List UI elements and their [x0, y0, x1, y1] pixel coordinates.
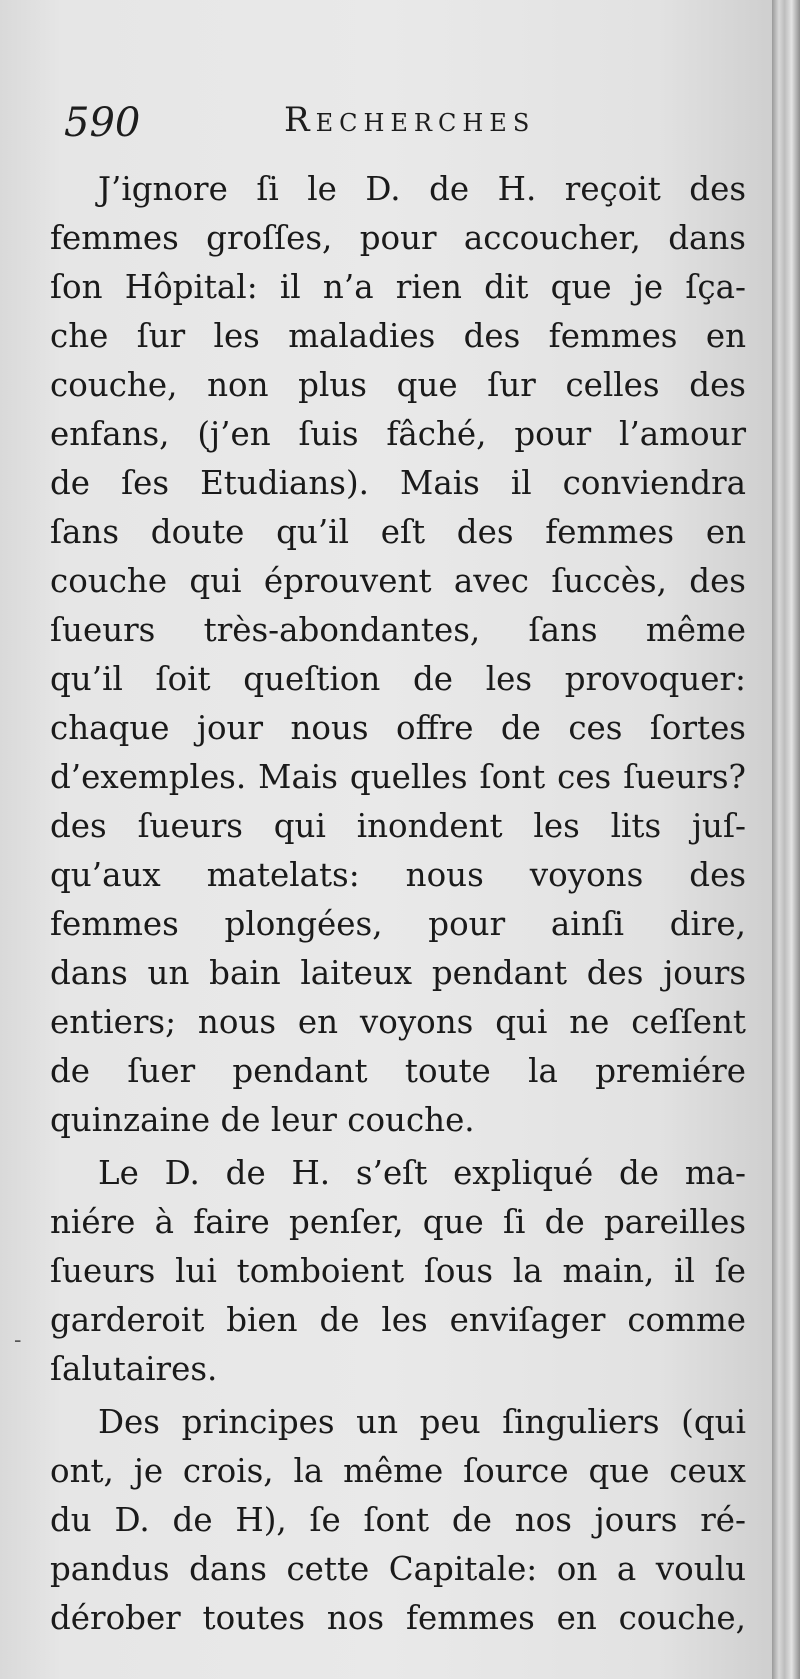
text-line: de ſes Etudians). Mais il conviendra [50, 464, 746, 502]
text-line: entiers; nous en voyons qui ne ceſſent [50, 1003, 746, 1041]
text-line: des ſueurs qui inondent les lits juſ- [50, 807, 746, 845]
text-line: d’exemples. Mais quelles ſont ces ſueurs? [50, 758, 746, 796]
text-line: Des principes un peu ſinguliers (qui [98, 1403, 746, 1441]
text-line: niére à faire penſer, que ſi de pareilles [50, 1203, 746, 1241]
text-line: ont, je crois, la même ſource que ceux [50, 1452, 746, 1490]
text-line: qu’il ſoit queſtion de les provoquer: [50, 660, 746, 698]
body-text [50, 165, 746, 1643]
text-line: ſueurs très-abondantes, ſans même [50, 611, 746, 649]
text-line: garderoit bien de les enviſager comme [50, 1301, 746, 1339]
text-line: femmes plongées, pour ainſi dire, [50, 905, 746, 943]
text-line: Le D. de H. s’eſt expliqué de ma- [98, 1154, 746, 1192]
text-line: dans un bain laiteux pendant des jours [50, 954, 746, 992]
text-line: de ſuer pendant toute la premiére [50, 1052, 746, 1090]
running-title: Recherches [284, 100, 536, 140]
text-line: chaque jour nous offre de ces ſortes [50, 709, 746, 747]
text-line: ſalutaires. [50, 1350, 218, 1388]
text-line: ſans doute qu’il eſt des femmes en [50, 513, 746, 551]
text-line: du D. de H), ſe ſont de nos jours ré- [50, 1501, 746, 1539]
text-line: ſon Hôpital: il n’a rien dit que je ſça- [50, 268, 746, 306]
text-line: pandus dans cette Capitale: on a voulu [50, 1550, 746, 1588]
page-number: 590 [64, 100, 141, 146]
text-line: qu’aux matelats: nous voyons des [50, 856, 746, 894]
text-line: femmes groſſes, pour accoucher, dans [50, 219, 746, 257]
page-edge [772, 0, 800, 1679]
text-line: enfans, (j’en ſuis fâché, pour l’amour [50, 415, 746, 453]
text-line: ſueurs lui tomboient ſous la main, il ſe [50, 1252, 746, 1290]
text-line: quinzaine de leur couche. [50, 1101, 475, 1139]
text-line: dérober toutes nos femmes en couche, [50, 1599, 746, 1637]
text-line: couche qui éprouvent avec ſuccès, des [50, 562, 746, 600]
running-head [64, 100, 644, 150]
text-line: couche, non plus que ſur celles des [50, 366, 746, 404]
text-line: J’ignore ſi le D. de H. reçoit des [98, 170, 746, 208]
margin-mark: - [14, 1328, 22, 1353]
text-line: che ſur les maladies des femmes en [50, 317, 746, 355]
